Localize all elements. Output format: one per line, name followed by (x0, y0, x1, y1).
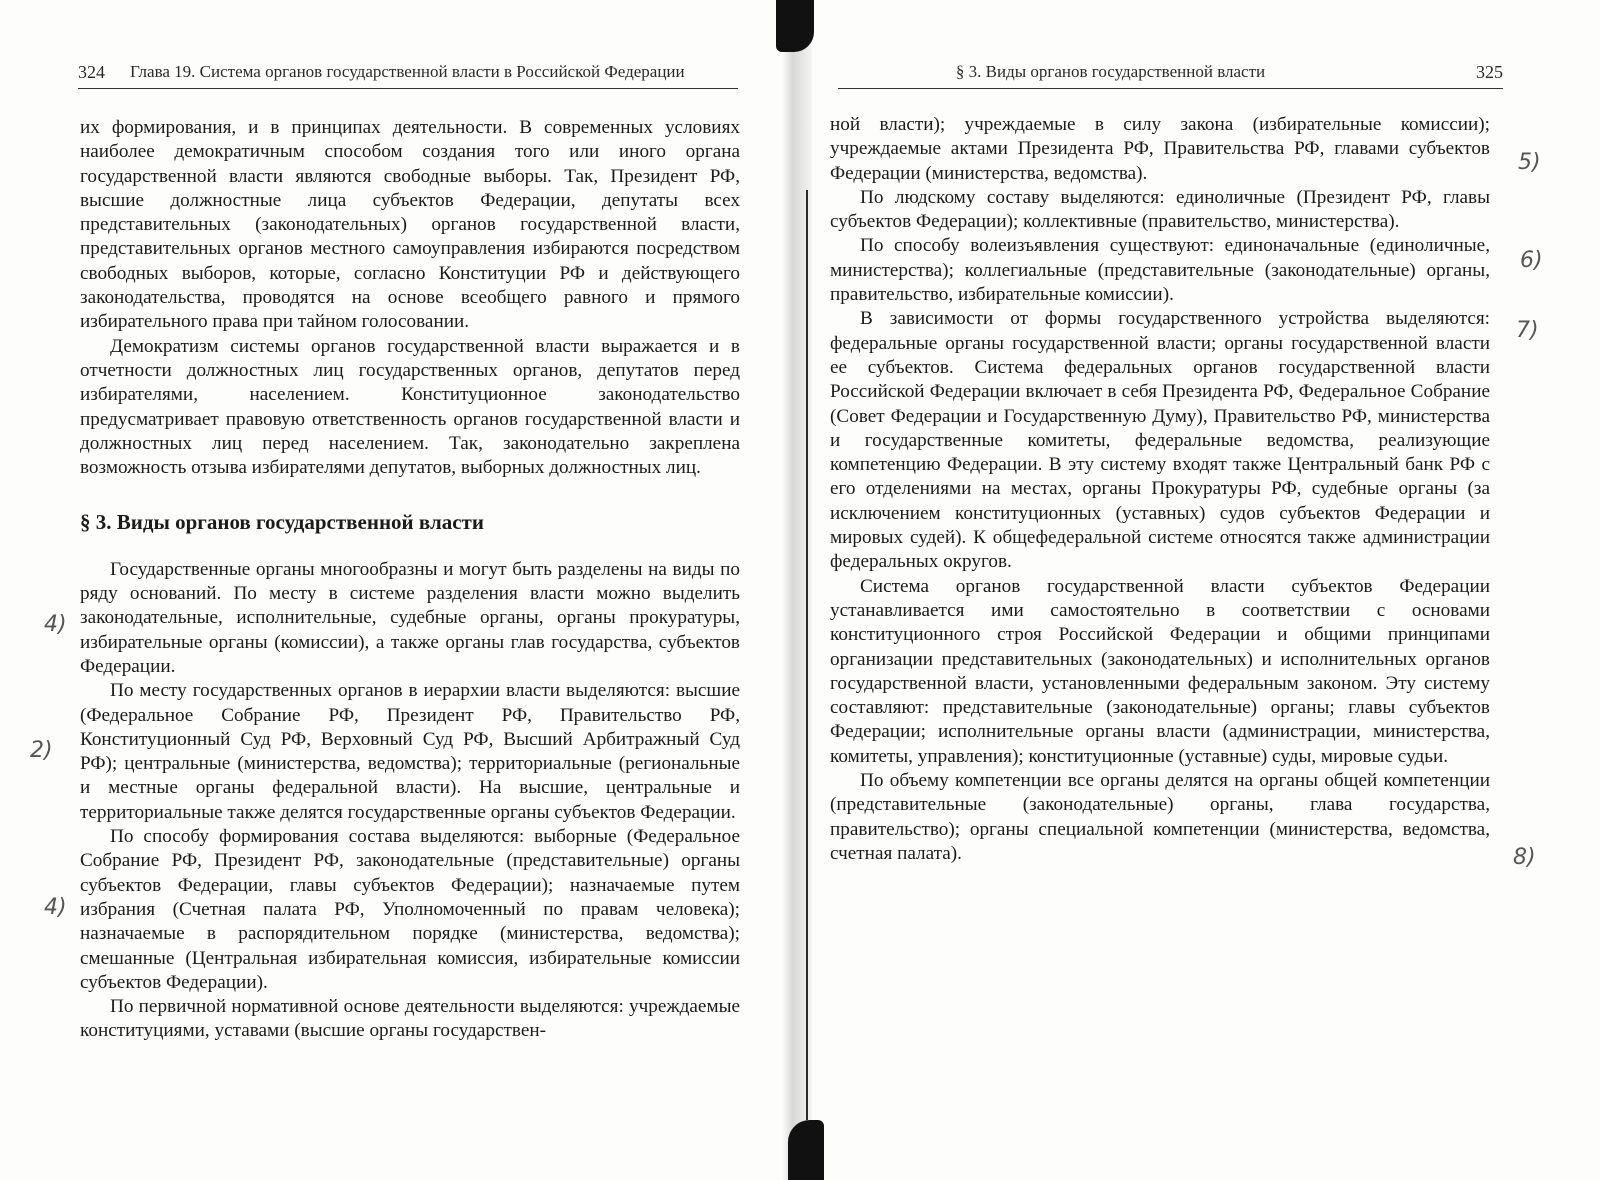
paragraph: Система органов государственной власти субъектов Федерации устанавливается ими самостоятельно в соответствии с основами конституционного строя Российской Федерации и общими принципами организации представительных (законодательных) и исполнительных органов государственной власти, установленными федеральным законом. Эту систему составляют: представительные (законодательные) органы; главы субъектов Федерации; исполнительные органы власти (администрации, министерства, комитеты, управления); конституционные (уставные) суды, мировые судьи. (830, 575, 1490, 767)
paragraph: По способу волеизъявления существуют: единоначальные (единоличные, министерства); коллегиальные (представительные (законодательные) органы, правительство, избирательные комиссии). (830, 235, 1490, 306)
paragraph: Демократизм системы органов государственной власти выражается и в отчетности должностных лиц государственных органов, депутатов перед избирателями, населением. Конституционное законодательство предусматривает правовую ответственность органов государственной власти и должностных лиц перед населением. Так, законодательно закреплена возможность отзыва избирателями депутатов, выборных должностных лиц. (80, 335, 740, 479)
right-running-head (838, 62, 1503, 89)
paragraph: По людскому составу выделяются: единоличные (Президент РФ, главы субъектов Федерации); коллективные (правительство, министерства). (830, 186, 1490, 233)
paragraph: их формирования, и в принципах деятельности. В современных условиях наиболее демократичным способом создания того или иного органа государственной власти являются свободные выборы. Так, Президент РФ, высшие должностные лица субъектов Федерации, депутаты всех представительных (законодательных) органов государственной власти, представительных органов местного самоуправления избираются посредством свободных выборов, которые, согласно Конституции РФ и действующего законодательства, проводятся на основе всеобщего равного и прямого избирательного права при тайном голосовании. (80, 117, 740, 333)
right-page-body (830, 113, 1490, 866)
left-running-head (78, 62, 738, 89)
margin-note: 4) (44, 895, 67, 920)
left-running-head-title: Глава 19. Система органов государственной власти в Российской Федерации (130, 62, 685, 81)
paragraph: По месту государственных органов в иерархии власти выделяются: высшие (Федеральное Собрание РФ, Президент РФ, Правительство РФ, Конституционный Суд РФ, Верховный Суд РФ, Высший Арбитражный Суд РФ); центральные (министерства, ведомства); территориальные (региональные и местные органы федеральной власти). На высшие, центральные и территориальные также делятся государственные органы субъектов Федерации. (80, 680, 740, 823)
right-page-number: 325 (1476, 62, 1503, 82)
paragraph: По объему компетенции все органы делятся на органы общей компетенции (представительные (законодательные) органы, глава государства, правительство); органы специальной компетенции (министерства, ведомства, счетная палата). (830, 770, 1490, 864)
margin-note: 5) (1518, 150, 1541, 175)
paragraph: В зависимости от формы государственного устройства выделяются: федеральные органы государственной власти; органы государственной власти ее субъектов. Система федеральных органов государственной власти Российской Федерации включает в себя Президента РФ, Федеральное Собрание (Совет Федерации и Государственную Думу), Правительство РФ, министерства и государственные комитеты, федеральные ведомства, реализующие компетенцию Федерации. В эту систему входят также Центральный банк РФ с его отделениями на местах, органы Прокуратуры РФ, судебные органы (за исключением конституционных (уставных) судов субъектов Федерации и мировых судей). К общефедеральной системе относятся также администрации федеральных округов. (830, 308, 1490, 573)
left-page-number: 324 (78, 62, 105, 82)
margin-note: 6) (1520, 248, 1543, 273)
paragraph: Государственные органы многообразны и могут быть разделены на виды по ряду оснований. По месту в системе разделения власти можно выделить законодательные, исполнительные, судебные органы, органы прокуратуры, избирательные органы (комиссии), а также органы глав государства, субъектов Федерации. (80, 558, 740, 677)
margin-note: 8) (1513, 845, 1536, 870)
margin-note: 2) (30, 738, 53, 763)
margin-note: 7) (1516, 318, 1539, 343)
right-running-head-title: § 3. Виды органов государственной власти (955, 62, 1266, 81)
paragraph: ной власти); учреждаемые в силу закона (избирательные комиссии); учреждаемые актами Президента РФ, Правительства РФ, главами субъектов Федерации (министерства, ведомства). (830, 114, 1490, 184)
margin-note: 4) (44, 612, 67, 637)
right-page (808, 0, 1600, 1180)
paragraph: По способу формирования состава выделяются: выборные (Федеральное Собрание РФ, Президент РФ, законодательные (представительные) органы субъектов Федерации, главы субъектов Федерации); назначаемые путем избрания (Счетная палата РФ, Уполномоченный по правам человека); назначаемые в распорядительном порядке (министерства, ведомства); смешанные (Центральная избирательная комиссия, избирательные комиссии субъектов Федерации). (80, 826, 740, 993)
section-heading: § 3. Виды органов государственной власти (80, 510, 484, 535)
paragraph: По первичной нормативной основе деятельности выделяются: учреждаемые конституциями, уставами (высшие органы государствен- (80, 996, 740, 1042)
left-page-body (80, 116, 740, 1044)
